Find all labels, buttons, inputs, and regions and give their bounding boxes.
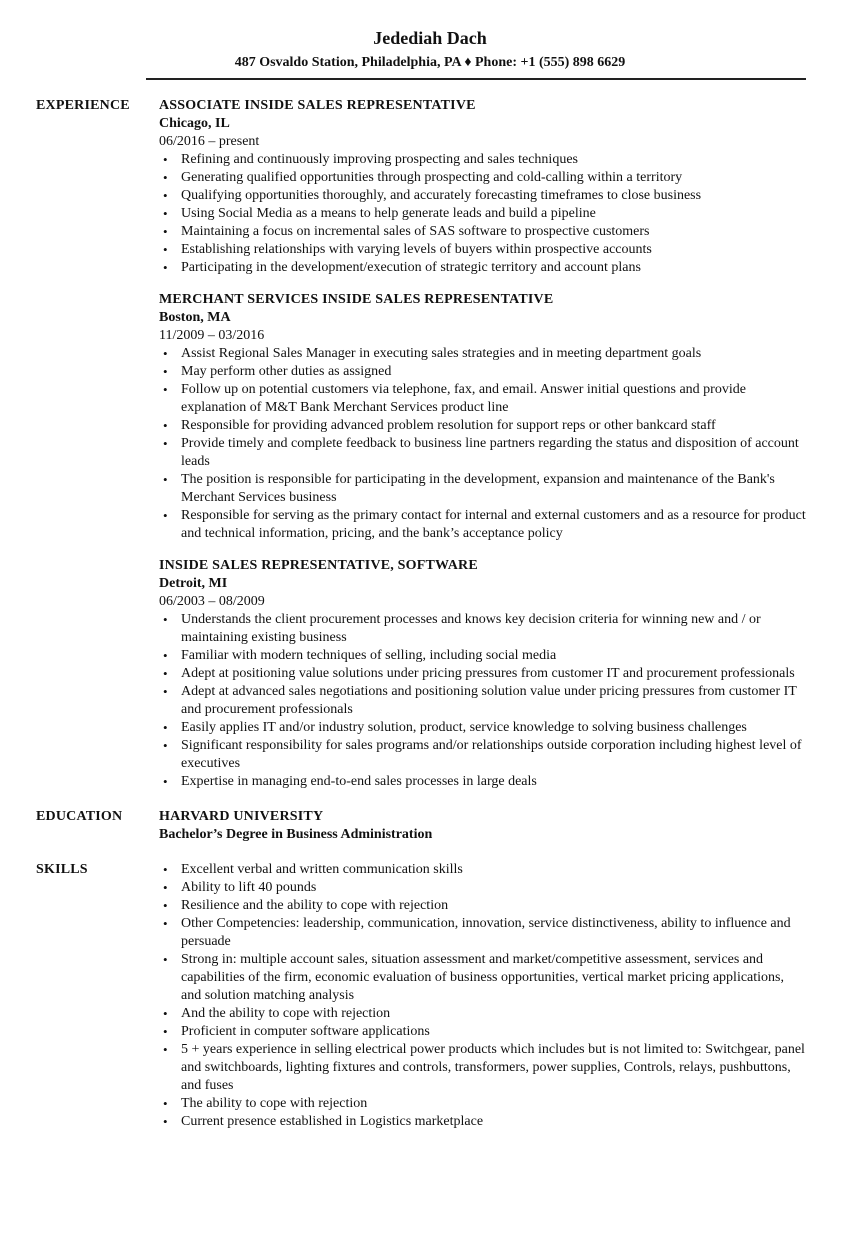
job-bullet: • Establishing relationships with varying levels of buyers within prospective accounts bbox=[181, 241, 806, 259]
job-bullet: • Using Social Media as a means to help generate leads and build a pipeline bbox=[181, 205, 806, 223]
job-bullet: • Responsible for providing advanced problem resolution for support reps or other bankcard staff bbox=[181, 417, 806, 435]
job-bullet: • Generating qualified opportunities through prospecting and cold-calling within a territory bbox=[181, 169, 806, 187]
section-label-experience: EXPERIENCE bbox=[36, 98, 130, 113]
job-bullet: • Participating in the development/execution of strategic territory and account plans bbox=[181, 259, 806, 277]
degree: Bachelor’s Degree in Business Administration bbox=[159, 827, 433, 842]
job-bullet: • Provide timely and complete feedback to business line partners regarding the status and disposition of account leads bbox=[181, 435, 806, 471]
job-bullet: • Familiar with modern techniques of selling, including social media bbox=[181, 647, 806, 665]
job-entry bbox=[159, 557, 806, 791]
job-bullet: • Assist Regional Sales Manager in executing sales strategies and in meeting department goals bbox=[181, 345, 806, 363]
experience-section bbox=[36, 97, 806, 791]
job-title: INSIDE SALES REPRESENTATIVE, SOFTWARE bbox=[159, 558, 478, 573]
contact-line bbox=[54, 53, 806, 73]
phone: Phone: +1 (555) 898 6629 bbox=[474, 55, 626, 70]
skill-item: • Current presence established in Logistics marketplace bbox=[181, 1113, 806, 1131]
resume-header bbox=[36, 25, 806, 73]
skill-item: • Ability to lift 40 pounds bbox=[181, 879, 806, 897]
skill-item: • The ability to cope with rejection bbox=[181, 1095, 806, 1113]
job-title: ASSOCIATE INSIDE SALES REPRESENTATIVE bbox=[159, 98, 476, 113]
section-label-education: EDUCATION bbox=[36, 809, 123, 824]
education-body bbox=[159, 808, 806, 844]
candidate-name: Jedediah Dach bbox=[373, 28, 487, 48]
job-title: MERCHANT SERVICES INSIDE SALES REPRESENTATIVE bbox=[159, 292, 554, 307]
school-name: HARVARD UNIVERSITY bbox=[159, 809, 324, 824]
skill-item: • And the ability to cope with rejection bbox=[181, 1005, 806, 1023]
job-entry bbox=[159, 97, 806, 277]
job-bullet: • Adept at advanced sales negotiations and positioning solution value under pricing pressures from customer IT and procurement professionals bbox=[181, 683, 806, 719]
education-section bbox=[36, 808, 806, 844]
job-bullet: • Understands the client procurement processes and knows key decision criteria for winning new and / or maintaining existing business bbox=[181, 611, 806, 647]
job-bullet: • Easily applies IT and/or industry solution, product, service knowledge to solving business challenges bbox=[181, 719, 806, 737]
skills-section bbox=[36, 861, 806, 1131]
job-bullet: • The position is responsible for participating in the development, expansion and maintenance of the Bank's Merchant Services business bbox=[181, 471, 806, 507]
job-dates: 06/2003 – 08/2009 bbox=[159, 594, 265, 609]
skill-item: • 5 + years experience in selling electrical power products which includes but is not limited to: Switchgear, panel and switchboards, lighting fixtures and controls, transformers, power supplies, Controls, relays, pushbuttons, and fuses bbox=[181, 1041, 806, 1095]
skill-item: • Excellent verbal and written communication skills bbox=[181, 861, 806, 879]
job-bullet: • Expertise in managing end-to-end sales processes in large deals bbox=[181, 773, 806, 791]
skill-item: • Proficient in computer software applications bbox=[181, 1023, 806, 1041]
job-bullets bbox=[159, 151, 806, 277]
skill-item: • Other Competencies: leadership, communication, innovation, service distinctiveness, ability to influence and persuade bbox=[181, 915, 806, 951]
job-bullets bbox=[159, 345, 806, 543]
job-dates: 06/2016 – present bbox=[159, 134, 260, 149]
job-bullet: • Adept at positioning value solutions under pricing pressures from customer IT and procurement professionals bbox=[181, 665, 806, 683]
job-dates: 11/2009 – 03/2016 bbox=[159, 328, 265, 343]
job-bullet: • Significant responsibility for sales programs and/or relationships outside corporation including highest level of executives bbox=[181, 737, 806, 773]
job-location: Chicago, IL bbox=[159, 116, 230, 131]
skill-item: • Strong in: multiple account sales, situation assessment and market/competitive assessment, services and capabilities of the firm, economic evaluation of business opportunities, vertical market pricing applications, and solution matching analysis bbox=[181, 951, 806, 1005]
skills-list bbox=[159, 861, 806, 1131]
job-entry bbox=[159, 291, 806, 543]
job-location: Detroit, MI bbox=[159, 576, 228, 591]
skill-item: • Resilience and the ability to cope with rejection bbox=[181, 897, 806, 915]
job-bullet: • Responsible for serving as the primary contact for internal and external customers and as a resource for product and technical information, pricing, and the bank’s acceptance policy bbox=[181, 507, 806, 543]
job-location: Boston, MA bbox=[159, 310, 231, 325]
job-bullet: • Refining and continuously improving prospecting and sales techniques bbox=[181, 151, 806, 169]
job-bullets bbox=[159, 611, 806, 791]
job-bullet: • May perform other duties as assigned bbox=[181, 363, 806, 381]
diamond-separator-icon: ♦ bbox=[464, 55, 472, 70]
job-bullet: • Follow up on potential customers via telephone, fax, and email. Answer initial questions and provide explanation of M&T Bank Merchant Services product line bbox=[181, 381, 806, 417]
header-divider bbox=[146, 78, 806, 80]
job-bullet: • Qualifying opportunities thoroughly, and accurately forecasting timeframes to close business bbox=[181, 187, 806, 205]
skills-body bbox=[159, 861, 806, 1131]
job-bullet: • Maintaining a focus on incremental sales of SAS software to prospective customers bbox=[181, 223, 806, 241]
experience-list bbox=[159, 97, 806, 791]
address: 487 Osvaldo Station, Philadelphia, PA bbox=[234, 55, 461, 70]
section-label-skills: SKILLS bbox=[36, 862, 88, 877]
